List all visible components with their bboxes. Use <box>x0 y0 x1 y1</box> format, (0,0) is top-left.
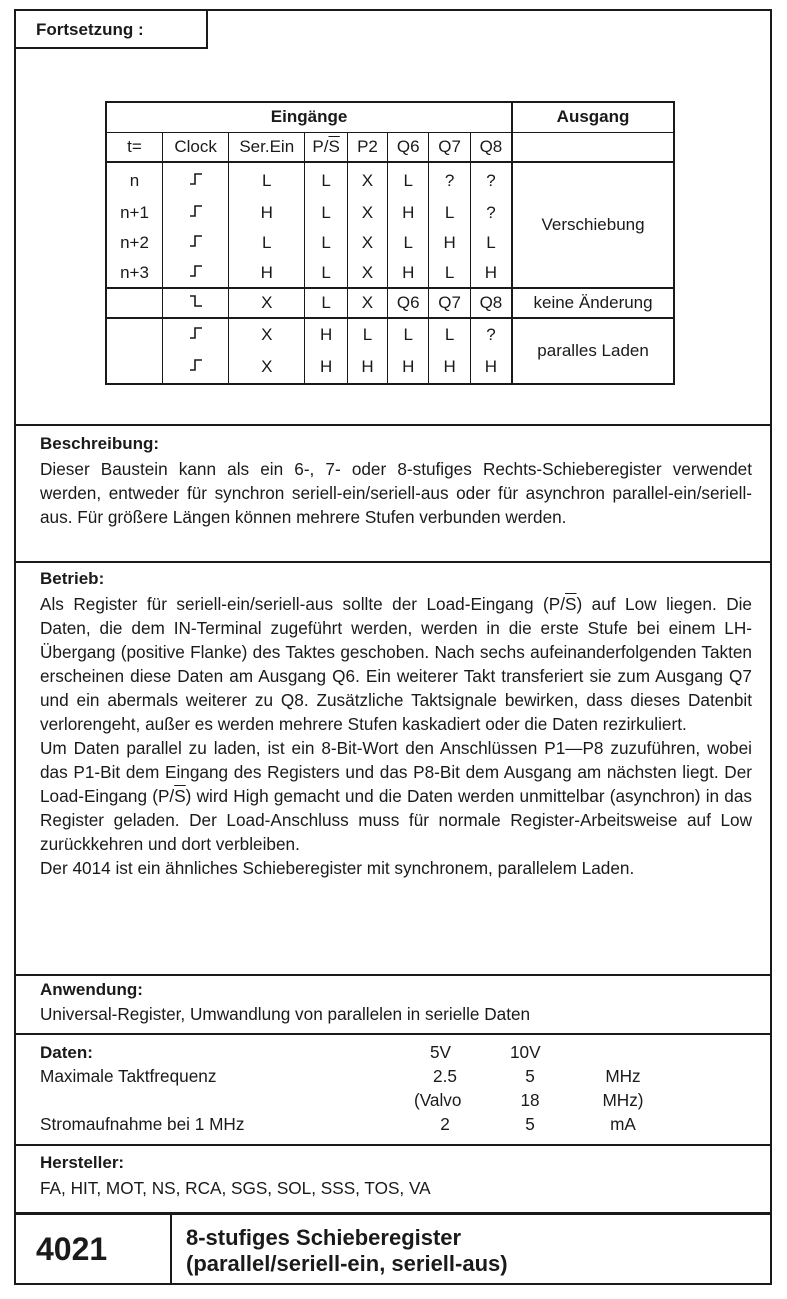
daten-v10-1: 5 <box>525 1066 535 1086</box>
daten-v5-3: 2 <box>440 1114 450 1134</box>
hersteller-text: FA, HIT, MOT, NS, RCA, SGS, SOL, SSS, TOS, VA <box>40 1178 431 1198</box>
truth-cell: H <box>229 198 305 228</box>
truth-cell: L <box>388 228 429 258</box>
truth-row <box>106 318 674 351</box>
section-anwendung <box>14 974 772 1033</box>
truth-cell: X <box>229 351 305 384</box>
truth-cell: X <box>347 198 387 228</box>
anwendung-title: Anwendung: <box>40 980 143 999</box>
truth-cell: L <box>305 228 347 258</box>
truth-cell <box>163 351 229 384</box>
footer <box>14 1212 772 1285</box>
truth-cell: n <box>106 162 163 198</box>
column-header-3: $P/\overline{S}$ <box>305 132 347 162</box>
truth-cell: Q7 <box>429 288 470 318</box>
truth-cell <box>106 351 163 384</box>
section-betrieb <box>14 561 772 974</box>
truth-cell: H <box>388 258 429 288</box>
chip-title-line-1: 8-stufiges Schieberegister <box>186 1225 462 1250</box>
truth-cell: X <box>347 162 387 198</box>
betrieb-paragraph-2: Um Daten parallel zu laden, ist ein 8-Bit-Wort den Anschlüssen P1—P8 zuzuführen, wobei das P1-Bit dem Eingang des Registers und das P8-Bit dem Ausgang am nächsten liegt. Der Load-Eingang $(P/\overline{S})$ wird High gemacht und die Daten werden unmittelbar (asynchron) in das Register geladen. Der Load-Anschluss muss für normale Register-Arbeitsweise auf Low zurückkehren und dort verbleiben. <box>40 738 752 854</box>
rising-edge-icon <box>188 173 204 186</box>
truth-cell: H <box>470 258 512 288</box>
truth-cell: L <box>429 258 470 288</box>
truth-cell: n+2 <box>106 228 163 258</box>
truth-cell: L <box>305 258 347 288</box>
rising-edge-icon <box>188 205 204 218</box>
daten-v5-1: 2.5 <box>433 1066 457 1086</box>
hersteller-title: Hersteller: <box>40 1153 125 1172</box>
column-header-6: Q7 <box>429 132 470 162</box>
truth-cell: H <box>470 351 512 384</box>
truth-cell: H <box>429 351 470 384</box>
truth-cell: Q8 <box>470 288 512 318</box>
truth-cell <box>106 318 163 351</box>
output-cell: keine Änderung <box>512 288 674 318</box>
truth-cell: H <box>388 351 429 384</box>
truth-cell: H <box>305 351 347 384</box>
truth-cell: L <box>229 228 305 258</box>
truth-cell: L <box>305 162 347 198</box>
truth-cell: ? <box>470 318 512 351</box>
truth-row <box>106 288 674 318</box>
chip-title <box>186 1225 508 1277</box>
truth-cell: H <box>347 351 387 384</box>
output-header-blank <box>512 132 674 162</box>
betrieb-paragraph-3: Der 4014 ist ein ähnliches Schieberegister mit synchronem, parallelem Laden. <box>40 858 635 878</box>
section-beschreibung <box>14 424 772 561</box>
truth-cell: X <box>347 288 387 318</box>
continuation-tag: Fortsetzung : <box>14 9 208 49</box>
truth-cell: X <box>229 288 305 318</box>
daten-col-5v: 5V <box>430 1042 452 1062</box>
truth-cell: L <box>347 318 387 351</box>
beschreibung-text: Dieser Baustein kann als ein 6-, 7- oder 8-stufiges Rechts-Schieberegister verwendet werden, entweder für synchron seriell-ein/seriell-aus oder für asynchron parallel-ein/seriell-aus. Für größere Längen können mehrere Stufen verbunden werden. <box>40 459 752 527</box>
betrieb-title: Betrieb: <box>40 569 105 588</box>
truth-cell: X <box>229 318 305 351</box>
truth-cell: L <box>388 162 429 198</box>
truth-cell: L <box>388 318 429 351</box>
truth-cell: L <box>470 228 512 258</box>
truth-cell: H <box>429 228 470 258</box>
truth-table <box>105 101 675 385</box>
truth-cell: ? <box>429 162 470 198</box>
footer-number-box <box>14 1215 172 1285</box>
truth-cell <box>163 162 229 198</box>
column-header-1: Clock <box>163 132 229 162</box>
truth-cell: X <box>347 228 387 258</box>
truth-cell: L <box>229 162 305 198</box>
falling-edge-icon <box>188 295 204 308</box>
truth-cell: L <box>429 198 470 228</box>
betrieb-paragraph-1: Als Register für seriell-ein/seriell-aus sollte der Load-Eingang $(P/\overline{S})$ auf Low liegen. Die Daten, die dem IN-Terminal zugeführt werden, werden in die erste Stufe bei einem LH-Übergang (positive Flanke) des Taktes geschoben. Nach sechs aufeinanderfolgenden Takten erscheinen diese Daten am Ausgang Q6. Ein weiterer Takt transferiert sie zum Ausgang Q7 und ein abermals weiterer zu Q8. Zusätzliche Taktsignale bewirken, dass dieses Datenbit verlorengeht, außer es werden mehrere Stufen kaskadiert oder die Daten rezirkuliert. <box>40 594 752 734</box>
daten-v10-3: 5 <box>525 1114 535 1134</box>
column-header-5: Q6 <box>388 132 429 162</box>
truth-cell: n+3 <box>106 258 163 288</box>
truth-cell: ? <box>470 162 512 198</box>
daten-title: Daten: <box>40 1043 93 1062</box>
output-cell: paralles Laden <box>512 318 674 384</box>
beschreibung-title: Beschreibung: <box>40 434 160 453</box>
chip-number: 4021 <box>36 1231 108 1267</box>
daten-unit-3: mA <box>610 1114 636 1134</box>
daten-unit-2: MHz) <box>602 1090 644 1110</box>
truth-cell: L <box>305 288 347 318</box>
truth-cell: H <box>305 318 347 351</box>
rising-edge-icon <box>188 265 204 278</box>
daten-col-10v: 10V <box>510 1042 541 1062</box>
truth-cell <box>163 318 229 351</box>
output-cell: Verschiebung <box>512 162 674 288</box>
truth-cell: L <box>429 318 470 351</box>
column-header-2: Ser.Ein <box>229 132 305 162</box>
column-header-7: Q8 <box>470 132 512 162</box>
daten-label-1: Maximale Taktfrequenz <box>40 1066 217 1086</box>
truth-cell: Q6 <box>388 288 429 318</box>
rising-edge-icon <box>188 235 204 248</box>
section-daten <box>14 1033 772 1144</box>
truth-row <box>106 162 674 198</box>
truth-cell: n+1 <box>106 198 163 228</box>
anwendung-text: Universal-Register, Umwandlung von parallelen in serielle Daten <box>40 1004 531 1024</box>
section-hersteller <box>14 1144 772 1212</box>
column-header-0: t= <box>106 132 163 162</box>
truth-cell <box>163 198 229 228</box>
output-header: Ausgang <box>512 102 674 132</box>
truth-cell <box>163 228 229 258</box>
truth-cell: L <box>305 198 347 228</box>
daten-unit-1: MHz <box>605 1066 641 1086</box>
truth-cell: X <box>347 258 387 288</box>
truth-cell: ? <box>470 198 512 228</box>
truth-cell: H <box>388 198 429 228</box>
truth-cell <box>106 288 163 318</box>
truth-cell <box>163 258 229 288</box>
column-header-4: P2 <box>347 132 387 162</box>
daten-v10-2: 18 <box>520 1090 540 1110</box>
rising-edge-icon <box>188 359 204 372</box>
inputs-header: Eingänge <box>106 102 512 132</box>
daten-v5-2: (Valvo <box>414 1090 462 1110</box>
rising-edge-icon <box>188 327 204 340</box>
truth-cell <box>163 288 229 318</box>
truth-cell: H <box>229 258 305 288</box>
daten-label-3: Stromaufnahme bei 1 MHz <box>40 1114 245 1134</box>
chip-title-line-2: (parallel/seriell-ein, seriell-aus) <box>186 1251 508 1276</box>
